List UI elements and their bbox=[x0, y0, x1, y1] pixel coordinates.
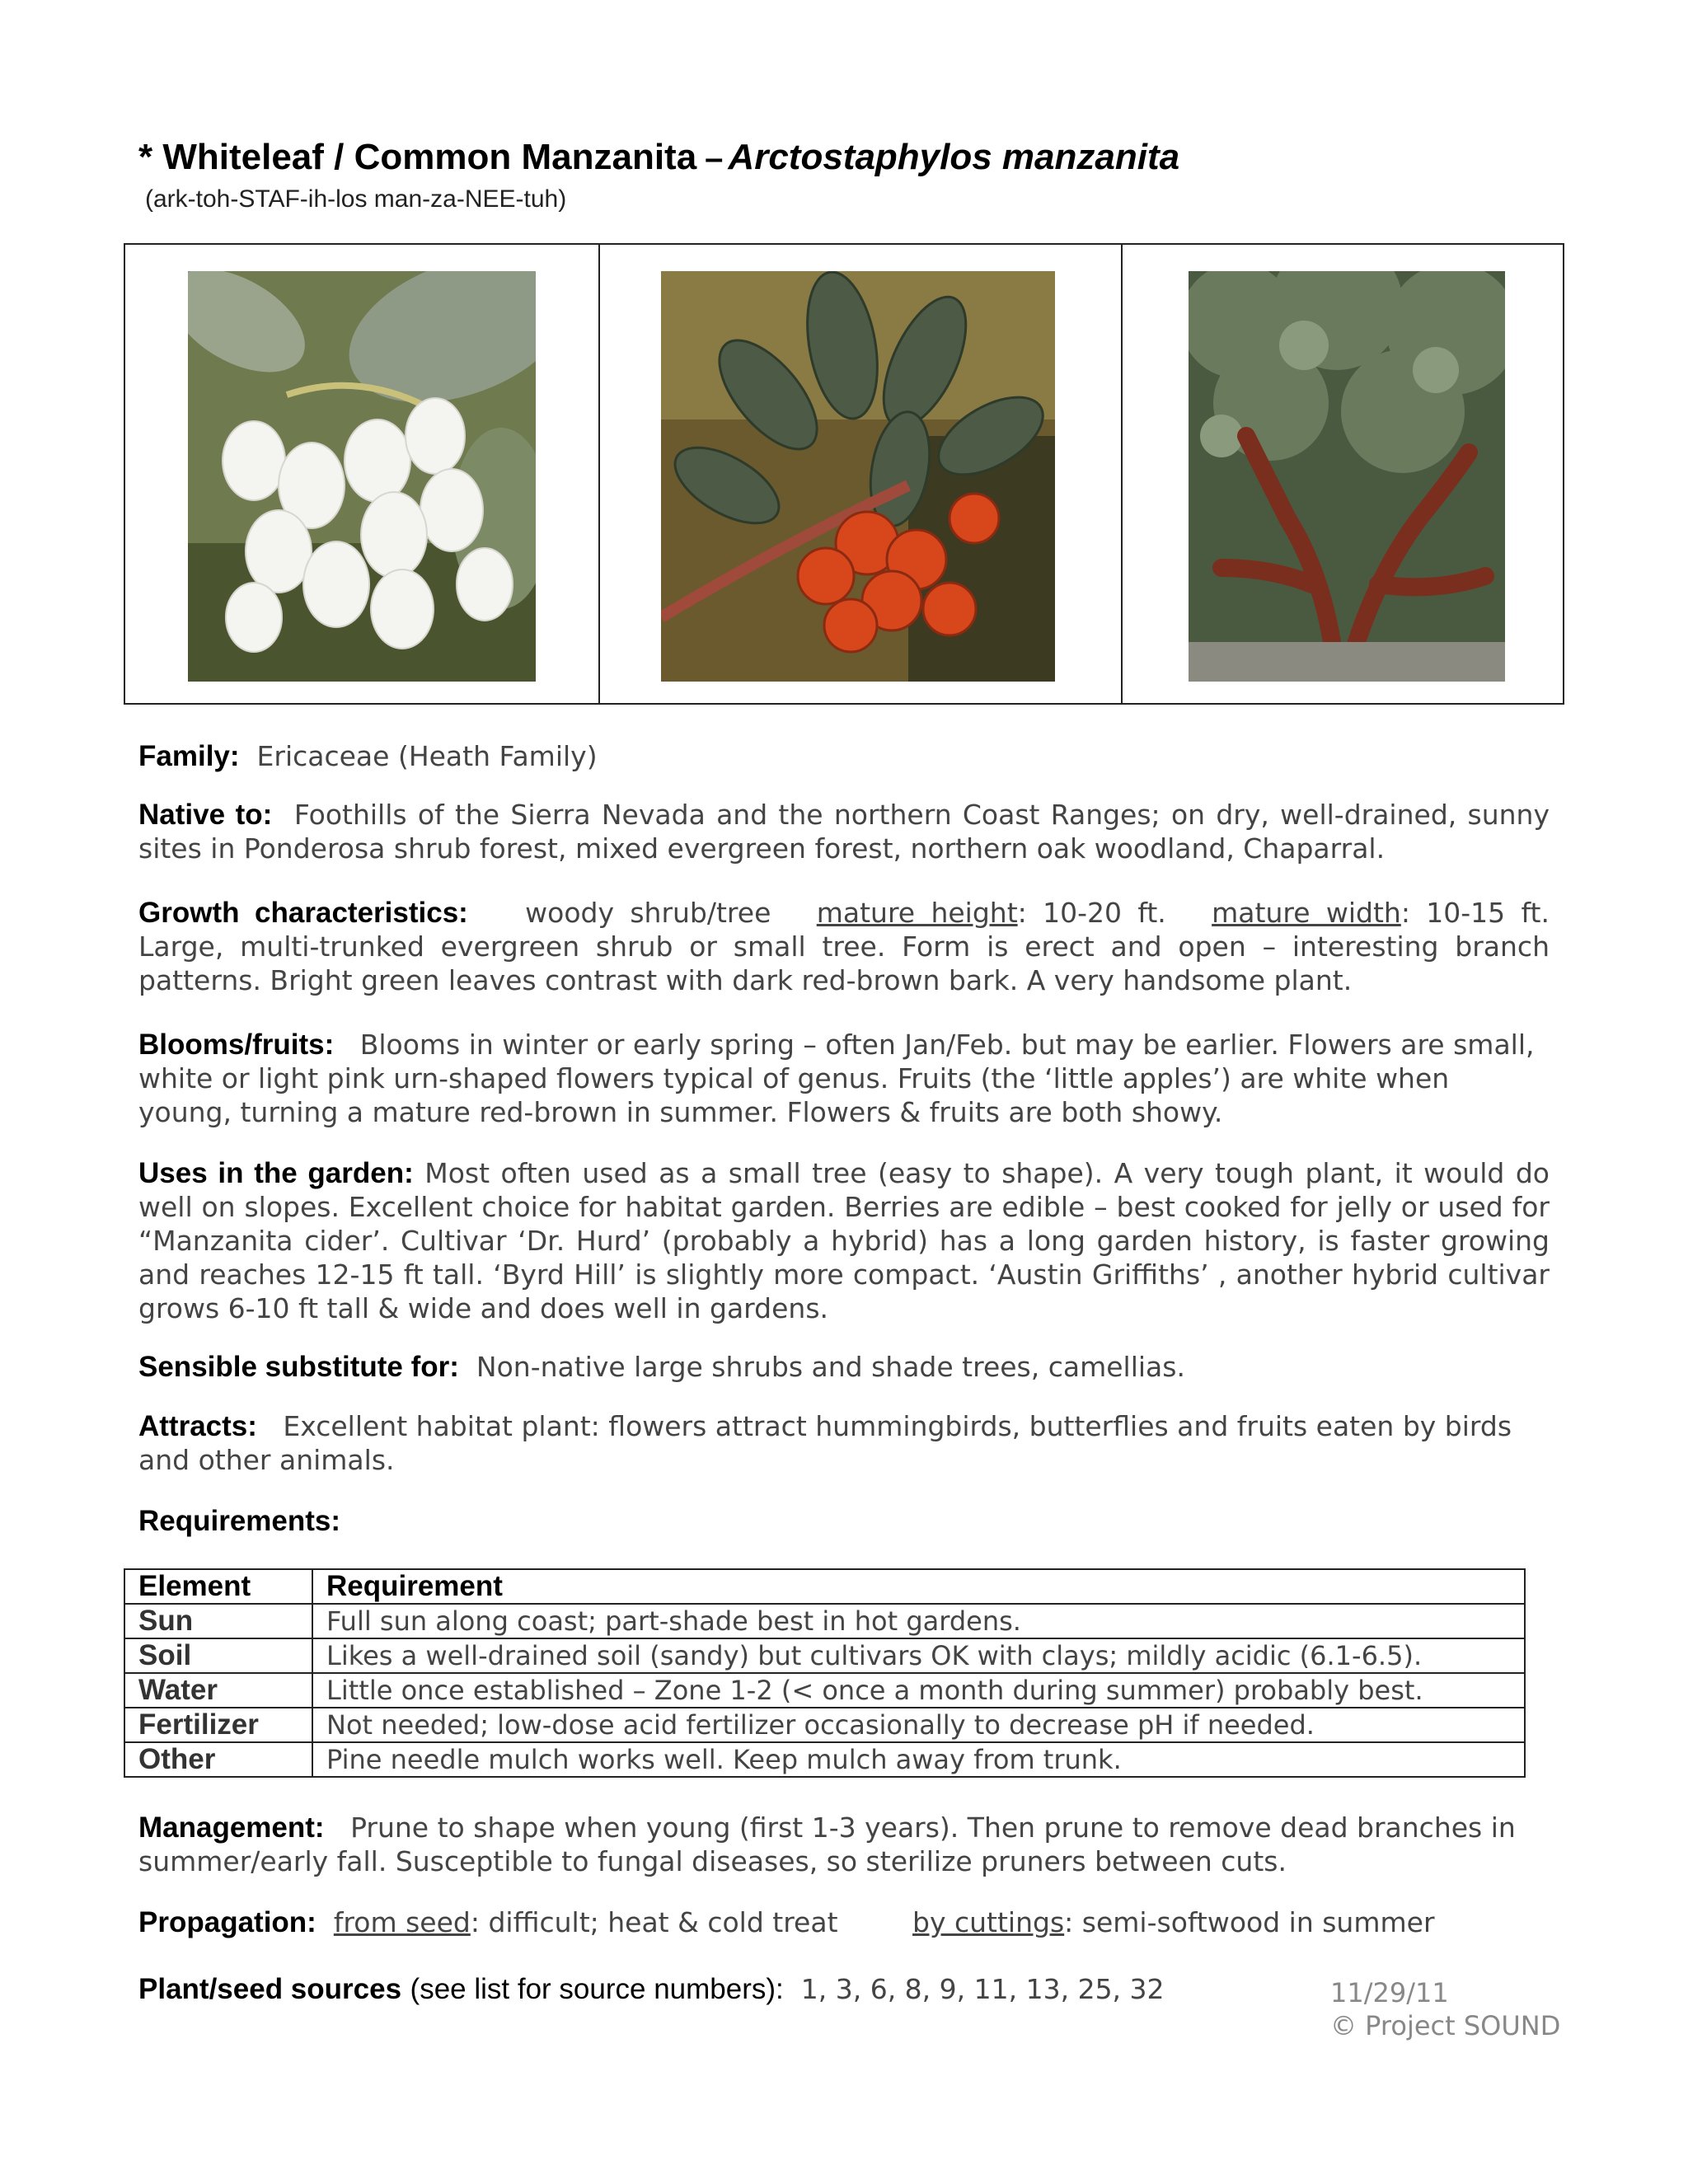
table-header-row bbox=[124, 1569, 1525, 1604]
attracts-label: Attracts: bbox=[138, 1410, 257, 1442]
copyright: © Project SOUND bbox=[1330, 2010, 1561, 2041]
family-label: Family: bbox=[138, 740, 240, 772]
berries-photo-icon bbox=[661, 271, 1055, 682]
element-cell: Fertilizer bbox=[124, 1708, 312, 1742]
uses-label: Uses in the garden: bbox=[138, 1157, 414, 1189]
growth-label: Growth characteristics: bbox=[138, 897, 468, 929]
growth-form: woody shrub/tree bbox=[525, 897, 771, 929]
photo-divider bbox=[1121, 245, 1123, 703]
management-label: Management: bbox=[138, 1811, 325, 1844]
requirement-cell: Little once established – Zone 1-2 (< once a month during summer) probably best. bbox=[312, 1673, 1525, 1708]
table-row bbox=[124, 1604, 1525, 1638]
by-cuttings-label: by cuttings bbox=[912, 1906, 1065, 1938]
substitute-value: Non-native large shrubs and shade trees, camellias. bbox=[476, 1351, 1185, 1383]
attracts-value: Excellent habitat plant: flowers attract hummingbirds, butterflies and fruits eaten by birds and other animals. bbox=[138, 1410, 1512, 1476]
requirement-cell: Likes a well-drained soil (sandy) but cultivars OK with clays; mildly acidic (6.1-6.5). bbox=[312, 1638, 1525, 1673]
sources-label: Plant/seed sources bbox=[138, 1973, 402, 2005]
element-cell: Sun bbox=[124, 1604, 312, 1638]
mature-height-value: : 10-20 ft. bbox=[1017, 897, 1166, 929]
sources-numbers: 1, 3, 6, 8, 9, 11, 13, 25, 32 bbox=[800, 1973, 1165, 2005]
revision-date: 11/29/11 bbox=[1330, 1977, 1449, 2008]
propagation-section bbox=[138, 1905, 1550, 1939]
requirement-cell: Pine needle mulch works well. Keep mulch away from trunk. bbox=[312, 1742, 1525, 1777]
native-section bbox=[138, 798, 1550, 865]
mature-height-label: mature height bbox=[816, 897, 1018, 929]
flowers-photo-icon bbox=[188, 271, 536, 682]
scientific-name: Arctostaphylos manzanita bbox=[728, 137, 1180, 177]
by-cuttings-value: : semi-softwood in summer bbox=[1064, 1906, 1435, 1938]
requirement-column-header: Requirement bbox=[312, 1569, 1525, 1604]
mature-width-label: mature width bbox=[1212, 897, 1401, 929]
element-column-header: Element bbox=[124, 1569, 312, 1604]
element-cell: Water bbox=[124, 1673, 312, 1708]
footer bbox=[1330, 1976, 1560, 2042]
table-row bbox=[124, 1638, 1525, 1673]
from-seed-value: : difficult; heat & cold treat bbox=[470, 1906, 838, 1938]
management-text: Prune to shape when young (first 1-3 years). Then prune to remove dead branches in summer/early fall. Susceptible to fungal diseases, so sterilize pruners between cuts. bbox=[138, 1811, 1516, 1877]
blooms-label: Blooms/fruits: bbox=[138, 1029, 335, 1061]
title-separator: – bbox=[705, 140, 724, 176]
growth-section bbox=[138, 896, 1550, 997]
page-title bbox=[138, 137, 1179, 178]
table-row bbox=[124, 1742, 1525, 1777]
from-seed-label: from seed bbox=[333, 1906, 471, 1938]
photo-strip bbox=[124, 243, 1564, 705]
native-label: Native to: bbox=[138, 799, 273, 831]
element-cell: Other bbox=[124, 1742, 312, 1777]
substitute-label: Sensible substitute for: bbox=[138, 1351, 459, 1383]
tree-photo-icon bbox=[1189, 271, 1505, 682]
table-row bbox=[124, 1673, 1525, 1708]
sources-section bbox=[138, 1972, 1325, 2006]
requirement-cell: Not needed; low-dose acid fertilizer occasionally to decrease pH if needed. bbox=[312, 1708, 1525, 1742]
blooms-text: Blooms in winter or early spring – often Jan/Feb. but may be earlier. Flowers are small, white or light pink urn-shaped flowers typical of genus. Fruits (the ‘little apples’) are white when young, turning a mature red-brown in summer. Flowers & fruits are both showy. bbox=[138, 1029, 1535, 1128]
native-value: Foothills of the Sierra Nevada and the northern Coast Ranges; on dry, well-drained, sunny sites in Ponderosa shrub forest, mixed evergreen forest, northern oak woodland, Chaparral. bbox=[138, 799, 1550, 865]
requirements-heading: Requirements: bbox=[138, 1505, 341, 1537]
uses-section bbox=[138, 1156, 1550, 1325]
substitute-section bbox=[138, 1350, 1550, 1384]
family-section bbox=[138, 739, 1550, 773]
requirements-table bbox=[124, 1568, 1526, 1778]
mature-width-value: : 10-15 ft. bbox=[1400, 897, 1550, 929]
common-name: * Whiteleaf / Common Manzanita bbox=[138, 137, 697, 177]
propagation-label: Propagation: bbox=[138, 1906, 316, 1938]
uses-text: Most often used as a small tree (easy to shape). A very tough plant, it would do well on slopes. Excellent choice for habitat garden. Berries are edible – best cooked for jelly or used for “Manzanita cider’. Cultivar ‘Dr. Hurd’ (probably a hybrid) has a long garden history, is faster growing and reaches 12-15 ft tall. ‘Byrd Hill’ is slightly more compact. ‘Austin Griffiths’ , another hybrid cultivar grows 6-10 ft tall & wide and does well in gardens. bbox=[138, 1157, 1550, 1324]
photo-divider bbox=[598, 245, 600, 703]
blooms-section bbox=[138, 1028, 1550, 1129]
attracts-section bbox=[138, 1409, 1550, 1477]
sources-note: (see list for source numbers): bbox=[410, 1973, 784, 2005]
requirement-cell: Full sun along coast; part-shade best in hot gardens. bbox=[312, 1604, 1525, 1638]
element-cell: Soil bbox=[124, 1638, 312, 1673]
management-section bbox=[138, 1811, 1550, 1878]
growth-text: Large, multi-trunked evergreen shrub or small tree. Form is erect and open – interesting branch patterns. Bright green leaves contrast with dark red-brown bark. A very handsome plant. bbox=[138, 930, 1550, 996]
table-row bbox=[124, 1708, 1525, 1742]
pronunciation: (ark-toh-STAF-ih-los man-za-NEE-tuh) bbox=[145, 185, 567, 213]
family-value: Ericaceae (Heath Family) bbox=[256, 740, 598, 772]
